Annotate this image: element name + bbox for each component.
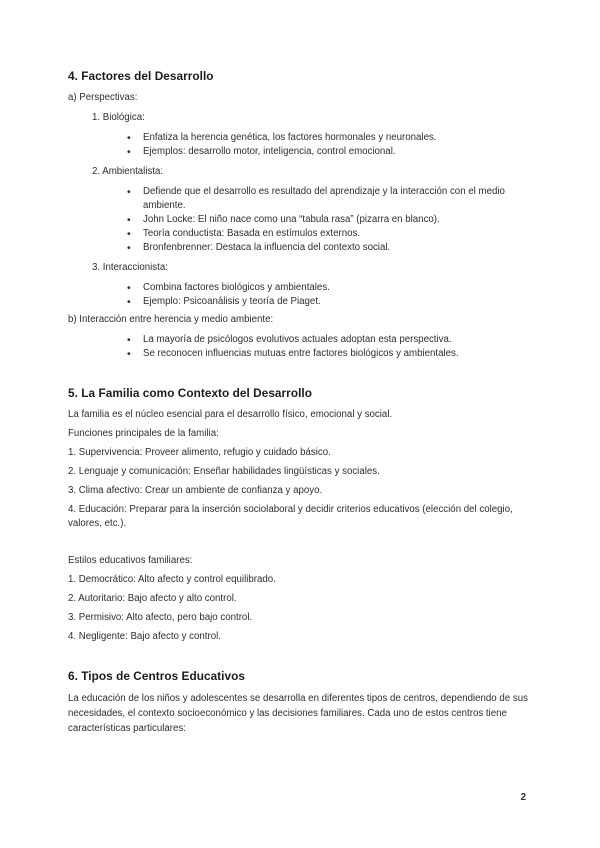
bullet-item: • Se reconocen influencias mutuas entre factores biológicos y ambientales. bbox=[126, 347, 525, 361]
section-6-intro: La educación de los niños y adolescentes se desarrolla en diferentes tipos de centros, dependiendo de sus necesidades, el contexto socioeconómico y las decisiones familiares. Cada uno de estos centros tiene características particulares: bbox=[68, 693, 528, 734]
perspective-1-label: 1. Biológica: bbox=[92, 112, 145, 123]
section-5-intro: La familia es el núcleo esencial para el desarrollo físico, emocional y social. bbox=[68, 409, 393, 420]
bullet-item: • Enfatiza la herencia genética, los factores hormonales y neuronales. bbox=[126, 131, 525, 145]
family-function-item: 1. Supervivencia: Proveer alimento, refugio y cuidado básico. bbox=[68, 447, 331, 458]
family-style-item: 1. Democrático: Alto afecto y control equilibrado. bbox=[68, 574, 276, 585]
perspective-3-bullet-list bbox=[126, 281, 530, 309]
family-functions-label: Funciones principales de la familia: bbox=[68, 428, 219, 439]
item-b-bullet-list bbox=[126, 333, 530, 361]
perspective-1-bullet-list bbox=[126, 131, 530, 159]
family-style-item: 2. Autoritario: Bajo afecto y alto control. bbox=[68, 593, 237, 604]
family-function-item: 4. Educación: Preparar para la inserción sociolaboral y decidir criterios educativos (elección del colegio, valores, etc.). bbox=[68, 504, 513, 529]
bullet-item: • Ejemplos: desarrollo motor, inteligencia, control emocional. bbox=[126, 145, 525, 159]
bullet-item: • Combina factores biológicos y ambientales. bbox=[126, 281, 525, 295]
bullet-item: • Teoría conductista: Basada en estímulos externos. bbox=[126, 227, 525, 241]
family-styles-label: Estilos educativos familiares: bbox=[68, 555, 193, 566]
section-4-item-b-label: b) Interacción entre herencia y medio ambiente: bbox=[68, 314, 274, 325]
bullet-item: • Ejemplo: Psicoanálisis y teoría de Piaget. bbox=[126, 295, 525, 309]
family-function-item: 2. Lenguaje y comunicación: Enseñar habilidades lingüísticas y sociales. bbox=[68, 466, 380, 477]
family-style-item: 3. Permisivo: Alto afecto, pero bajo control. bbox=[68, 612, 253, 623]
bullet-item: • John Locke: El niño nace como una “tabula rasa” (pizarra en blanco). bbox=[126, 213, 525, 227]
section-5-heading: 5. La Familia como Contexto del Desarrollo bbox=[68, 386, 312, 400]
perspective-2-label: 2. Ambientalista: bbox=[92, 166, 164, 177]
section-4-item-a-label: a) Perspectivas: bbox=[68, 92, 138, 103]
bullet-item: • La mayoría de psicólogos evolutivos actuales adoptan esta perspectiva. bbox=[126, 333, 525, 347]
bullet-item: • Defiende que el desarrollo es resultado del aprendizaje y la interacción con el medio ambiente. bbox=[126, 185, 525, 213]
perspective-2-bullet-list bbox=[126, 185, 530, 255]
family-function-item: 3. Clima afectivo: Crear un ambiente de confianza y apoyo. bbox=[68, 485, 323, 496]
perspective-3-label: 3. Interaccionista: bbox=[92, 262, 168, 273]
family-style-item: 4. Negligente: Bajo afecto y control. bbox=[68, 631, 221, 642]
section-6-heading: 6. Tipos de Centros Educativos bbox=[68, 669, 245, 683]
page-number: 2 bbox=[520, 792, 526, 803]
section-4-heading: 4. Factores del Desarrollo bbox=[68, 69, 214, 83]
bullet-item: • Bronfenbrenner: Destaca la influencia del contexto social. bbox=[126, 241, 525, 255]
